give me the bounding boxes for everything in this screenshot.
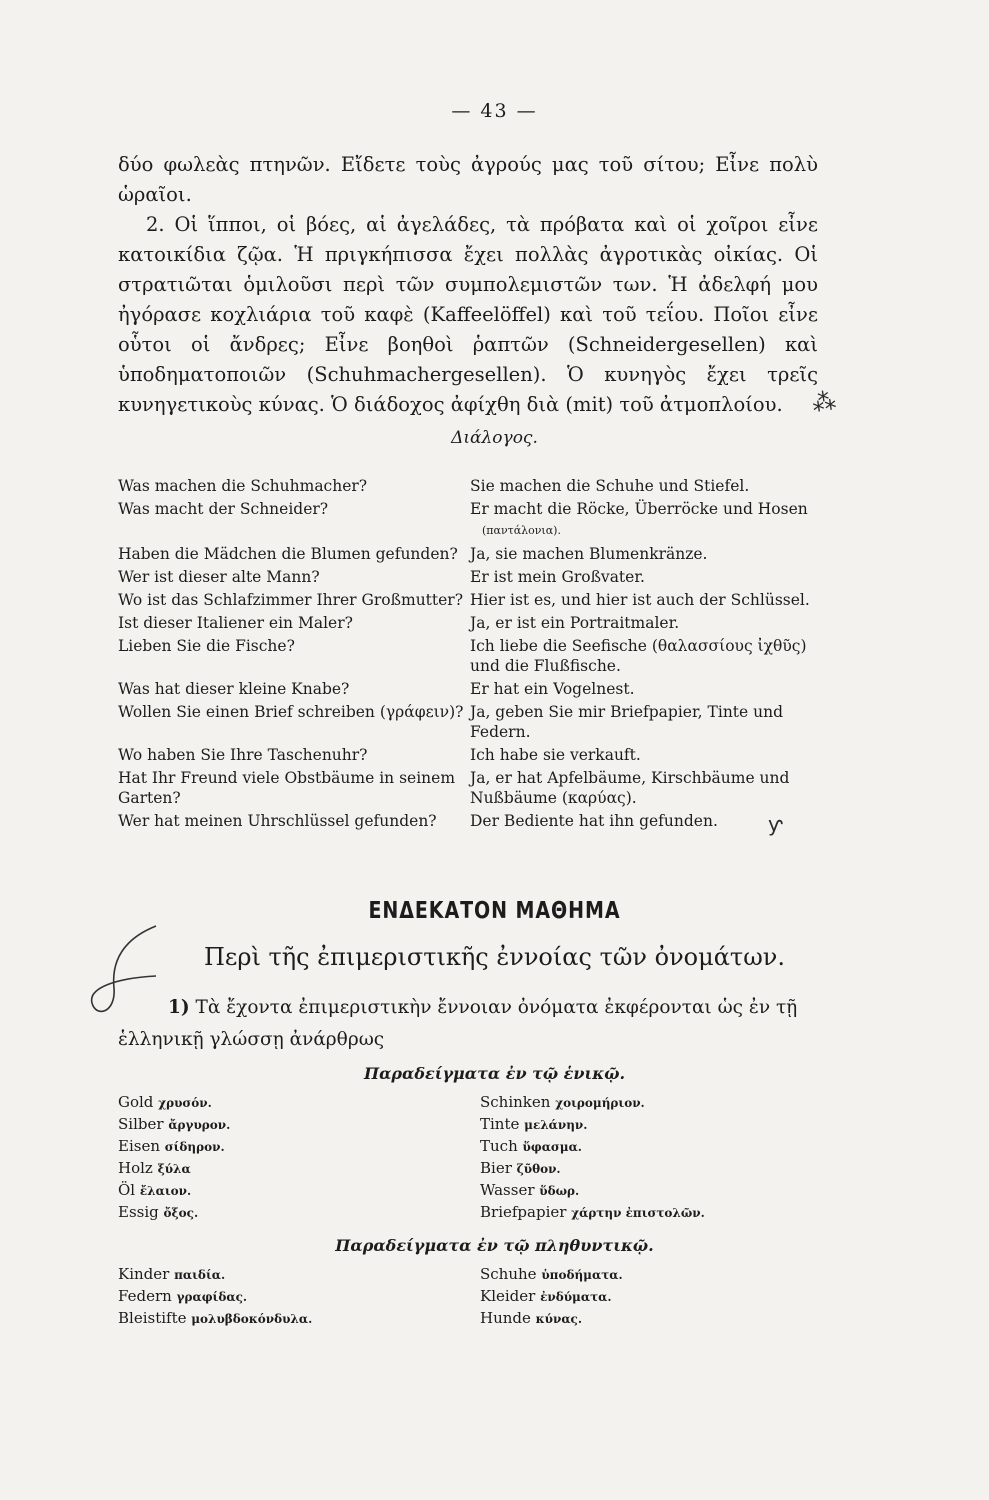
dialog-row bbox=[118, 499, 818, 541]
dialog-table bbox=[118, 476, 818, 834]
vocab-german: Schuhe bbox=[480, 1265, 537, 1283]
rule-paragraph bbox=[118, 992, 818, 1056]
vocab-german: Federn bbox=[118, 1287, 172, 1305]
vocab-item bbox=[480, 1136, 818, 1158]
dialog-question: Lieben Sie die Fische? bbox=[118, 637, 295, 655]
vocab-greek: ἄργυρον. bbox=[168, 1118, 231, 1132]
vocab-greek: χάρτην ἐπιστολῶν. bbox=[571, 1206, 705, 1220]
vocab-greek: χρυσόν. bbox=[158, 1096, 212, 1110]
vocab-item bbox=[118, 1114, 480, 1136]
dialog-question: Haben die Mädchen die Blumen gefunden? bbox=[118, 545, 458, 563]
vocab-item bbox=[480, 1202, 818, 1224]
singular-left-column bbox=[118, 1092, 480, 1224]
vocab-greek: ζῦθον. bbox=[516, 1162, 561, 1176]
vocab-german: Wasser bbox=[480, 1181, 535, 1199]
vocab-greek: σίδηρον. bbox=[164, 1140, 225, 1154]
dialog-answer-text: Ich liebe die Seefische (θαλασσίους ἰχθῦς) und die Flußfische. bbox=[470, 637, 807, 675]
dialog-row bbox=[118, 679, 818, 699]
vocab-greek: ὄξος. bbox=[163, 1206, 199, 1220]
dialog-answer bbox=[470, 613, 818, 633]
dialog-answer-text: Er ist mein Großvater. bbox=[470, 568, 645, 586]
prose-paragraph-2: 2. Οἱ ἵπποι, οἱ βόες, αἱ ἀγελάδες, τὰ πρόβατα καὶ οἱ χοῖροι εἶνε κατοικίδια ζῷα. Ἡ πριγκήπισσα ἔχει πολλὰς ἀγροτικὰς οἰκίας. Οἱ στρατιῶται ὁμιλοῦσι περὶ τῶν συμπολεμιστῶν των. Ἡ ἀδελφή μου ἠγόρασε κοχλιάρια τοῦ καφὲ (Kaffeelöffel) καὶ τοῦ τεΐου. Ποῖοι εἶνε οὗτοι οἱ ἄνδρες; Εἶνε βοηθοὶ ῥαπτῶν (Schneidergesellen) καὶ ὑποδηματοποιῶν (Schuhmachergesellen). Ὁ κυνηγὸς ἔχει τρεῖς κυνηγετικοὺς κύνας. Ὁ διάδοχος ἀφίχθη διὰ (mit) τοῦ ἀτμοπλοίου. bbox=[118, 213, 818, 416]
vocab-greek: ὕφασμα. bbox=[522, 1140, 582, 1154]
vocab-item bbox=[480, 1180, 818, 1202]
singular-examples-title: Παραδείγματα ἐν τῷ ἑνικῷ. bbox=[363, 1064, 626, 1083]
dialog-answer bbox=[470, 745, 818, 765]
vocab-item bbox=[118, 1202, 480, 1224]
prose-paragraph-1: δύο φωλεὰς πτηνῶν. Εἴδετε τοὺς ἀγρούς μας τοῦ σίτου; Εἶνε πολὺ ὡραῖοι. bbox=[118, 153, 818, 206]
plural-vocab bbox=[118, 1264, 818, 1330]
vocab-item bbox=[118, 1308, 480, 1330]
vocab-german: Schinken bbox=[480, 1093, 551, 1111]
vocab-greek: γραφίδας. bbox=[176, 1290, 248, 1304]
vocab-german: Silber bbox=[118, 1115, 164, 1133]
dialog-question: Wo haben Sie Ihre Taschenuhr? bbox=[118, 746, 368, 764]
dialog-title: Διάλογος. bbox=[451, 428, 538, 448]
prose-block bbox=[118, 150, 818, 420]
vocab-item bbox=[480, 1308, 818, 1330]
plural-examples-title: Παραδείγματα ἐν τῷ πληθυντικῷ. bbox=[335, 1236, 654, 1255]
vocab-greek: παιδία. bbox=[174, 1268, 226, 1282]
dialog-answer-text: Ja, er ist ein Portraitmaler. bbox=[470, 614, 680, 632]
dialog-answer-text: Er macht die Röcke, Überröcke und Hosen bbox=[470, 500, 808, 518]
page-number: — 43 — bbox=[451, 100, 538, 122]
singular-vocab bbox=[118, 1092, 818, 1224]
rule-number: 1) bbox=[168, 997, 190, 1018]
dialog-answer bbox=[470, 499, 818, 541]
dialog-row bbox=[118, 702, 818, 742]
dialog-answer-text: Er hat ein Vogelnest. bbox=[470, 680, 635, 698]
vocab-item bbox=[480, 1158, 818, 1180]
vocab-german: Kinder bbox=[118, 1265, 170, 1283]
dialog-row bbox=[118, 613, 818, 633]
vocab-german: Kleider bbox=[480, 1287, 536, 1305]
dialog-answer-text: Der Bediente hat ihn gefunden. bbox=[470, 812, 718, 830]
dialog-question: Was macht der Schneider? bbox=[118, 500, 329, 518]
dialog-question: Ist dieser Italiener ein Maler? bbox=[118, 614, 353, 632]
dialog-answer bbox=[470, 811, 818, 831]
dialog-answer-gloss: (παντάλονια). bbox=[482, 524, 561, 537]
rule-text: Τὰ ἔχοντα ἐπιμεριστικὴν ἔννοιαν ὀνόματα ἐκφέρονται ὡς ἐν τῇ ἑλληνικῇ γλώσσῃ ἀνάρθρως bbox=[118, 997, 798, 1050]
vocab-greek: μελάνην. bbox=[524, 1118, 588, 1132]
dialog-answer bbox=[470, 636, 818, 676]
dialog-question: Was machen die Schuhmacher? bbox=[118, 477, 368, 495]
vocab-german: Hunde bbox=[480, 1309, 531, 1327]
vocab-german: Tinte bbox=[480, 1115, 520, 1133]
lesson-title: ΕΝΔΕΚΑΤΟΝ ΜΑΘΗΜΑ bbox=[368, 898, 621, 924]
vocab-item bbox=[118, 1136, 480, 1158]
plural-left-column bbox=[118, 1264, 480, 1330]
dialog-row bbox=[118, 590, 818, 610]
vocab-item bbox=[480, 1092, 818, 1114]
dialog-answer bbox=[470, 476, 818, 496]
vocab-german: Bier bbox=[480, 1159, 512, 1177]
dialog-answer-text: Ja, sie machen Blumenkränze. bbox=[470, 545, 708, 563]
vocab-item bbox=[118, 1286, 480, 1308]
vocab-greek: ἔλαιον. bbox=[139, 1184, 192, 1198]
dialog-row bbox=[118, 476, 818, 496]
vocab-item bbox=[480, 1286, 818, 1308]
dialog-answer bbox=[470, 544, 818, 564]
dialog-row bbox=[118, 567, 818, 587]
dialog-answer bbox=[470, 567, 818, 587]
dialog-answer-text: Ich habe sie verkauft. bbox=[470, 746, 641, 764]
dialog-question: Wer ist dieser alte Mann? bbox=[118, 568, 320, 586]
vocab-german: Essig bbox=[118, 1203, 159, 1221]
handwritten-mark-1: ⁂ bbox=[810, 386, 838, 418]
vocab-greek: ὑποδήματα. bbox=[541, 1268, 623, 1282]
vocab-greek: ἐνδύματα. bbox=[540, 1290, 612, 1304]
dialog-question: Hat Ihr Freund viele Obstbäume in seinem Garten? bbox=[118, 769, 456, 807]
lesson-subtitle: Περὶ τῆς ἐπιμεριστικῆς ἐννοίας τῶν ὀνομάτων. bbox=[204, 943, 785, 971]
vocab-item bbox=[118, 1092, 480, 1114]
dialog-answer bbox=[470, 590, 818, 610]
dialog-row bbox=[118, 811, 818, 831]
dialog-row bbox=[118, 768, 818, 808]
dialog-answer-text: Hier ist es, und hier ist auch der Schlüssel. bbox=[470, 591, 810, 609]
vocab-greek: χοιρομήριον. bbox=[555, 1096, 645, 1110]
vocab-german: Gold bbox=[118, 1093, 154, 1111]
dialog-row bbox=[118, 544, 818, 564]
vocab-greek: ξύλα bbox=[157, 1162, 191, 1176]
dialog-question: Wer hat meinen Uhrschlüssel gefunden? bbox=[118, 812, 437, 830]
vocab-german: Öl bbox=[118, 1181, 136, 1199]
vocab-item bbox=[118, 1264, 480, 1286]
vocab-german: Holz bbox=[118, 1159, 153, 1177]
vocab-item bbox=[118, 1180, 480, 1202]
vocab-greek: κύνας. bbox=[535, 1312, 583, 1326]
handwritten-mark-2: ƴ bbox=[768, 812, 783, 836]
dialog-question: Wollen Sie einen Brief schreiben (γράφειν)? bbox=[118, 703, 464, 721]
vocab-item bbox=[480, 1114, 818, 1136]
dialog-row bbox=[118, 636, 818, 676]
dialog-question: Was hat dieser kleine Knabe? bbox=[118, 680, 350, 698]
dialog-answer-text: Ja, geben Sie mir Briefpapier, Tinte und Federn. bbox=[470, 703, 784, 741]
vocab-german: Tuch bbox=[480, 1137, 518, 1155]
dialog-answer bbox=[470, 679, 818, 699]
dialog-row bbox=[118, 745, 818, 765]
dialog-question: Wo ist das Schlafzimmer Ihrer Großmutter? bbox=[118, 591, 464, 609]
dialog-answer bbox=[470, 768, 818, 808]
plural-right-column bbox=[480, 1264, 818, 1330]
dialog-answer bbox=[470, 702, 818, 742]
vocab-item bbox=[480, 1264, 818, 1286]
vocab-greek: μολυβδοκόνδυλα. bbox=[191, 1312, 313, 1326]
vocab-german: Eisen bbox=[118, 1137, 160, 1155]
singular-right-column bbox=[480, 1092, 818, 1224]
vocab-item bbox=[118, 1158, 480, 1180]
vocab-greek: ὕδωρ. bbox=[539, 1184, 580, 1198]
dialog-answer-text: Sie machen die Schuhe und Stiefel. bbox=[470, 477, 750, 495]
dialog-answer-text: Ja, er hat Apfelbäume, Kirschbäume und Nußbäume (καρύας). bbox=[470, 769, 790, 807]
vocab-german: Briefpapier bbox=[480, 1203, 567, 1221]
vocab-german: Bleistifte bbox=[118, 1309, 187, 1327]
